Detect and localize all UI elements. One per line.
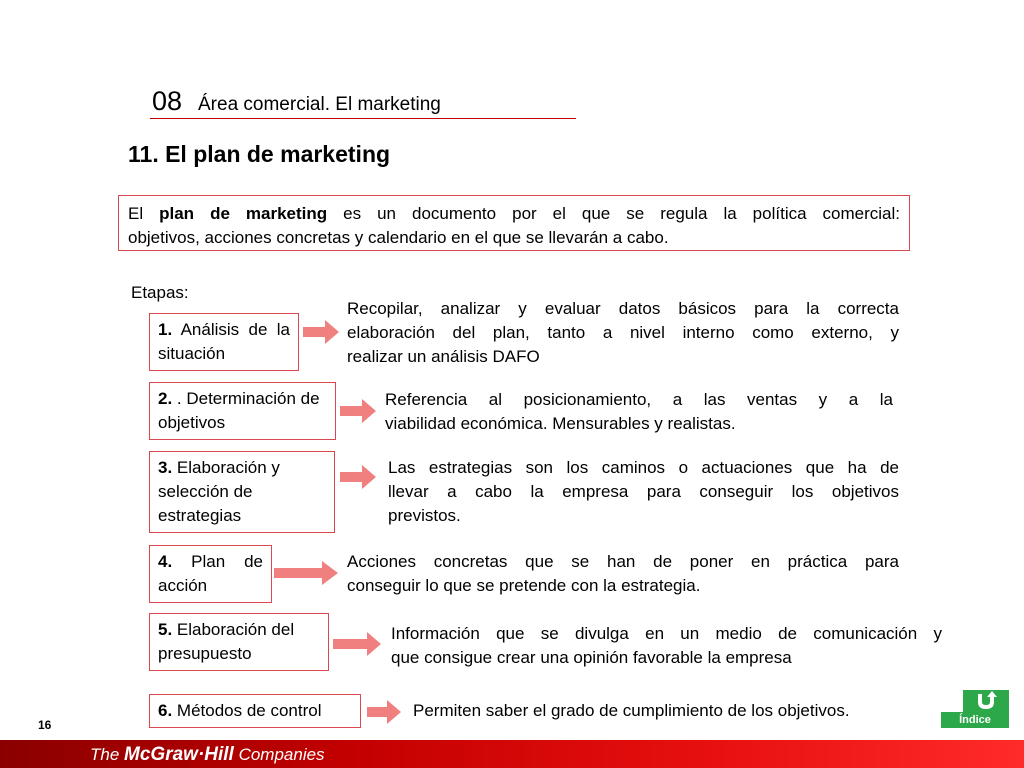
- stage-box-5: [149, 613, 329, 671]
- definition-line-2: objetivos, acciones concretas y calendario en el que se llevarán a cabo.: [128, 228, 669, 247]
- stage-number: 3.: [158, 458, 173, 477]
- definition-line-1: [128, 202, 900, 226]
- stage-box-1: [149, 313, 299, 371]
- stage-box-3: [149, 451, 335, 533]
- stage-number: 6.: [158, 701, 173, 720]
- arrow-right-icon: [340, 465, 376, 489]
- stages-label: Etapas:: [131, 283, 189, 302]
- desc-line: elaboración del plan, tanto a nivel interno como externo, y: [347, 323, 899, 342]
- publisher-logo: [90, 744, 325, 766]
- stage-desc-5: [391, 622, 942, 670]
- arrow-right-icon: [333, 632, 381, 656]
- stage-box-6: [149, 694, 361, 728]
- stage-number: 4.: [158, 552, 173, 571]
- desc-line: viabilidad económica. Mensurables y realistas.: [385, 414, 736, 433]
- stage-desc-1: [347, 297, 899, 369]
- desc-line: Permiten saber el grado de cumplimiento de los objetivos.: [413, 701, 850, 720]
- stage-label-6: [158, 699, 352, 723]
- page-number: 16: [38, 718, 52, 732]
- chapter-number: 08: [152, 86, 183, 116]
- desc-line: conseguir lo que se pretende con la estrategia.: [347, 576, 701, 595]
- chapter-title: Área comercial. El marketing: [198, 94, 441, 115]
- brand-name: McGraw·Hill: [124, 744, 234, 765]
- definition-line1-rest: es un documento por el que se regula la política comercial:: [327, 204, 901, 223]
- desc-line: Las estrategias son los caminos o actuaciones que ha de: [388, 458, 899, 477]
- stage-number: 1.: [158, 320, 173, 339]
- stage-text: Plan de acción: [158, 552, 263, 595]
- stage-desc-6: [413, 699, 933, 723]
- desc-line: Recopilar, analizar y evaluar datos básicos para la correcta: [347, 299, 899, 318]
- stage-label-5: [158, 618, 320, 666]
- arrow-right-icon: [274, 561, 338, 585]
- definition-prefix: El: [128, 204, 160, 223]
- stage-label-3: [158, 456, 326, 528]
- stage-number: 5.: [158, 620, 173, 639]
- stage-label-4: [158, 550, 263, 598]
- brand-companies: Companies: [233, 745, 325, 764]
- index-label[interactable]: Índice: [941, 712, 1009, 728]
- desc-line: Referencia al posicionamiento, a las ventas y a la: [385, 390, 893, 409]
- desc-line: Información que se divulga en un medio de comunicación y: [391, 624, 942, 643]
- stage-text: Elaboración del presupuesto: [158, 620, 295, 663]
- arrow-right-icon: [340, 399, 376, 423]
- stage-label-1: [158, 318, 290, 366]
- arrow-right-icon: [303, 320, 339, 344]
- stage-text: . Determinación de objetivos: [158, 389, 320, 432]
- stage-text: Métodos de control: [172, 701, 322, 720]
- definition-box: [118, 195, 910, 251]
- desc-line: Acciones concretas que se han de poner en práctica para: [347, 552, 899, 571]
- stage-box-4: [149, 545, 272, 603]
- desc-line: llevar a cabo la empresa para conseguir los objetivos: [388, 482, 899, 501]
- stage-desc-3: [388, 456, 899, 528]
- stage-text: Análisis de la situación: [158, 320, 290, 363]
- section-title: 11. El plan de marketing: [128, 141, 391, 167]
- stage-text: Elaboración y selección de estrategias: [158, 458, 280, 525]
- index-button-top[interactable]: [963, 690, 1009, 712]
- stage-desc-4: [347, 550, 899, 598]
- definition-term: plan de marketing: [159, 204, 328, 223]
- header-divider: [150, 118, 576, 119]
- stage-desc-2: [385, 388, 893, 436]
- return-arrow-icon: [963, 690, 1009, 712]
- index-button[interactable]: [941, 690, 1009, 728]
- stage-number: 2.: [158, 389, 173, 408]
- arrow-right-icon: [367, 700, 401, 724]
- stage-box-2: [149, 382, 336, 440]
- stage-label-2: [158, 387, 327, 435]
- brand-the: The: [90, 745, 125, 764]
- desc-line: previstos.: [388, 506, 461, 525]
- desc-line: realizar un análisis DAFO: [347, 347, 540, 366]
- desc-line: que consigue crear una opinión favorable la empresa: [391, 648, 792, 667]
